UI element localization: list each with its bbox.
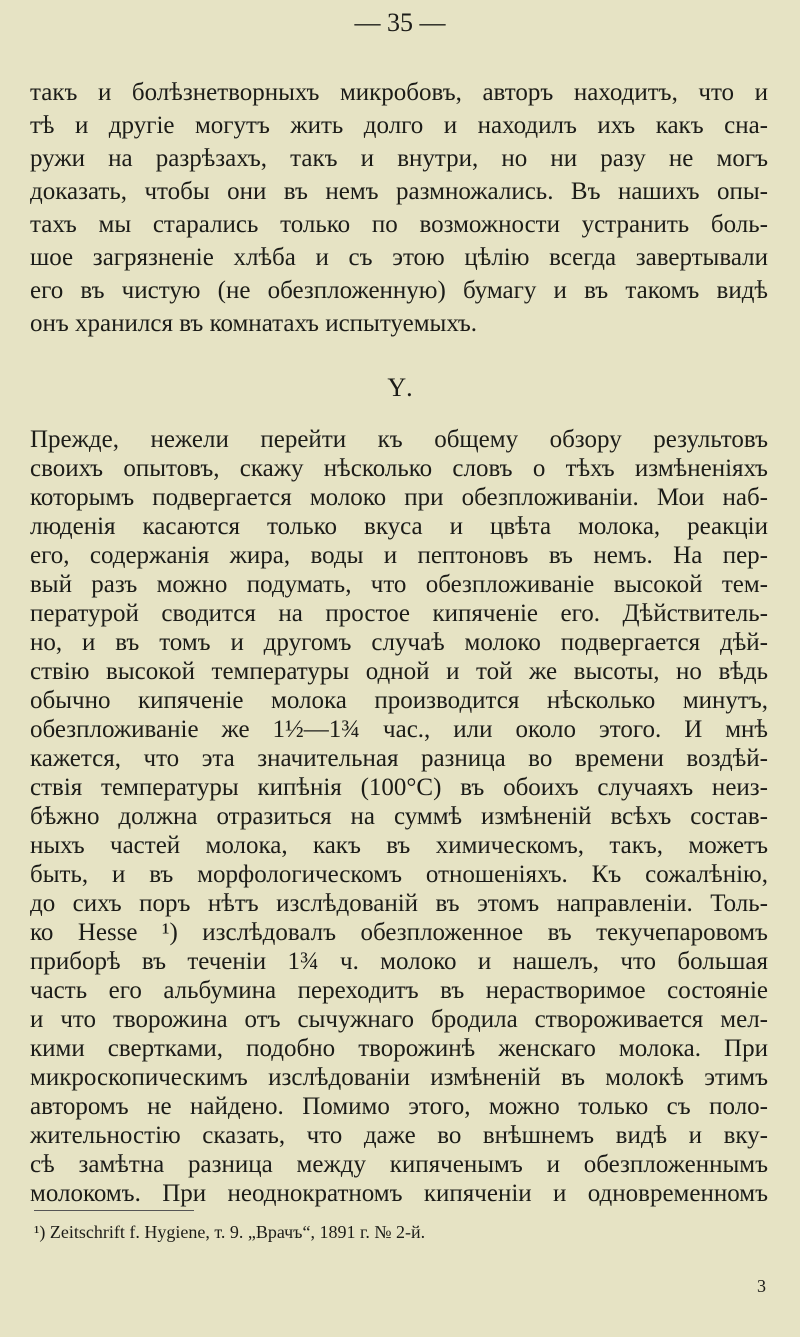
text-line: онъ хранился въ комнатахъ испытуемыхъ. — [30, 310, 478, 337]
text-line: шое загрязненіе хлѣба и съ этою цѣлію всегда завертывали — [30, 244, 768, 271]
text-line: сѣ замѣтна разница между кипяченымъ и обезпложеннымъ — [30, 1151, 768, 1178]
text-line: микроскопическимъ изслѣдованіи измѣненій въ молокѣ этимъ — [30, 1064, 768, 1091]
text-line: авторомъ не найдено. Помимо этого, можно только съ поло- — [30, 1093, 768, 1120]
text-line: пературой сводится на простое кипяченіе его. Дѣйствитель- — [30, 600, 768, 627]
text-line: жительностію сказать, что даже во внѣшнемъ видѣ и вку- — [30, 1122, 768, 1149]
text-line: приборѣ въ теченіи 1¾ ч. молоко и нашелъ, что большая — [30, 948, 768, 975]
text-line: ствія температуры кипѣнія (100°C) въ обоихъ случаяхъ неиз- — [30, 774, 768, 801]
text-line: Прежде, нежели перейти къ общему обзору результовъ — [30, 426, 768, 453]
text-line: люденія касаются только вкуса и цвѣта молока, реакціи — [30, 513, 768, 540]
footnote: ¹) Zeitschrift f. Hygiene, т. 9. „Врачъ“, 1891 г. № 2-й. — [34, 1222, 426, 1242]
text-line: тахъ мы старались только по возможности устранить боль- — [30, 211, 768, 238]
text-line: ныхъ частей молока, какъ въ химическомъ, такъ, можетъ — [30, 832, 768, 859]
text-line: которымъ подвергается молоко при обезпложиваніи. Мои наб- — [30, 484, 768, 511]
text-line: до сихъ поръ нѣтъ изслѣдованій въ этомъ направленіи. Толь- — [30, 890, 768, 917]
text-line: обычно кипяченіе молока производится нѣсколько минутъ, — [30, 687, 768, 714]
text-line: его, содержанія жира, воды и пептоновъ въ немъ. На пер- — [30, 542, 768, 569]
text-line: тѣ и другіе могутъ жить долго и находилъ ихъ какъ сна- — [30, 112, 768, 139]
text-line: такъ и болѣзнетворныхъ микробовъ, авторъ находитъ, что и — [30, 79, 768, 106]
text-line: кими свертками, подобно творожинѣ женскаго молока. При — [30, 1035, 768, 1062]
signature-mark: 3 — [757, 1276, 766, 1296]
footnote-rule — [34, 1210, 194, 1211]
text-line: вый разъ можно подумать, что обезпложиваніе высокой тем- — [30, 571, 768, 598]
text-line: часть его альбумина переходитъ въ нерастворимое состояніе — [30, 977, 768, 1004]
text-line: бѣжно должна отразиться на суммѣ измѣненій всѣхъ состав- — [30, 803, 768, 830]
text-line: молокомъ. При неоднократномъ кипяченіи и одновременномъ — [30, 1180, 768, 1207]
text-line: кажется, что эта значительная разница во времени воздѣй- — [30, 745, 768, 772]
text-line: но, и въ томъ и другомъ случаѣ молоко подвергается дѣй- — [30, 629, 768, 656]
text-line: ружи на разрѣзахъ, такъ и внутри, но ни разу не могъ — [30, 145, 768, 172]
page-number: — 35 — — [354, 8, 446, 37]
section-heading: Ү. — [387, 373, 413, 402]
text-line: обезпложиваніе же 1½—1¾ час., или около этого. И мнѣ — [30, 716, 768, 743]
text-line: ко Hesse ¹) изслѣдовалъ обезпложенное въ текучепаровомъ — [30, 919, 768, 946]
text-line: его въ чистую (не обезпложенную) бумагу и въ такомъ видѣ — [30, 277, 768, 304]
text-line: ствію высокой температуры одной и той же высоты, но вѣдь — [30, 658, 768, 685]
text-line: быть, и въ морфологическомъ отношеніяхъ. Къ сожалѣнію, — [30, 861, 768, 888]
text-line: доказать, чтобы они въ немъ размножались. Въ нашихъ опы- — [30, 178, 768, 205]
text-line: и что творожина отъ сычужнаго бродила створоживается мел- — [30, 1006, 768, 1033]
text-line: своихъ опытовъ, скажу нѣсколько словъ о тѣхъ измѣненіяхъ — [30, 455, 768, 482]
